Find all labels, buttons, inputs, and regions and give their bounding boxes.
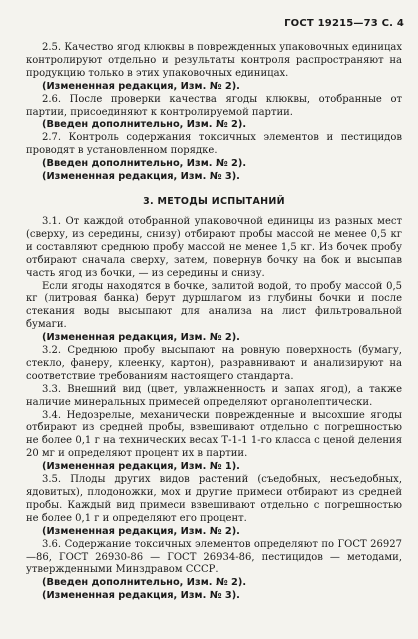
paragraph-3-2: 3.2. Среднюю пробу высыпают на ровную поверхность (бумагу, стекло, фанеру, клеенку, картон), разравнивают и анализируют на соответствие требованиям настоящего стандарта. [26,345,402,382]
amendment-note: (Измененная редакция, Изм. № 3). [42,171,240,183]
paragraph-2-7: 2.7. Контроль содержания токсичных элементов и пестицидов проводят в установленном порядке. [26,132,402,157]
page-header: ГОСТ 19215—73 С. 4 [284,18,404,29]
amendment-note: (Измененная редакция, Изм. № 2). [42,80,240,92]
paragraph-3-4: 3.4. Недозрелые, механически поврежденные и высохшие ягоды отбирают из средней пробы, взвешивают отдельно с погрешностью не более 0,1 г на технических весах Т-1-1 1-го класса с ценой деления 20 мг и определяют процент их в партии. [26,409,402,460]
paragraph-3-1: 3.1. От каждой отобранной упаковочной единицы из разных мест (сверху, из середины, снизу) отбирают пробы массой не менее 0,5 кг и составляют среднюю пробу массой не менее 1,5 кг. Из бочек пробу отбирают сначала сверху, затем, повернув бочку на бок и высыпав часть ягод из бочки, — из середины и снизу. [26,215,402,279]
document-body [26,42,402,603]
amendment-note: (Измененная редакция, Изм. № 2). [42,525,240,537]
paragraph-3-1-continued: Если ягоды находятся в бочке, залитой водой, то пробу массой 0,5 кг (литровая банка) берут дуршлагом из глубины бочки и после стекания воды высыпают для анализа на лист фильтровальной бумаги. [26,280,402,331]
paragraph-2-6: 2.6. После проверки качества ягоды клюквы, отобранные от партии, присоединяют к контролируемой партии. [26,93,402,118]
paragraph-3-6: 3.6. Содержание токсичных элементов определяют по ГОСТ 26927—86, ГОСТ 26930-86 — ГОСТ 26934-86, пестицидов — методами, утвержденными Минздравом СССР. [26,538,402,576]
amendment-note: (Измененная редакция, Изм. № 3). [42,590,240,602]
paragraph-2-5: 2.5. Качество ягод клюквы в поврежденных упаковочных единицах контролируют отдельно и результаты контроля распространяют на продукцию только в этих упаковочных единицах. [26,42,402,79]
paragraph-3-3: 3.3. Внешний вид (цвет, увлажненность и запах ягод), а также наличие минеральных примесей определяют органолептически. [26,383,402,408]
amendment-note: (Введен дополнительно, Изм. № 2). [42,158,247,170]
section-heading: 3. МЕТОДЫ ИСПЫТАНИЙ [143,195,285,207]
amendment-note: (Введен дополнительно, Изм. № 2). [42,119,247,131]
amendment-note: (Введен дополнительно, Изм. № 2). [42,577,247,589]
paragraph-3-5: 3.5. Плоды других видов растений (съедобных, несъедобных, ядовитых), плодоножки, мох и другие примеси отбирают из средней пробы. Каждый вид примеси взвешивают отдельно с погрешностью не более 0,1 г и определяют его процент. [26,474,402,524]
amendment-note: (Измененная редакция, Изм. № 2). [42,332,240,344]
amendment-note: (Измененная редакция, Изм. № 1). [42,461,240,473]
